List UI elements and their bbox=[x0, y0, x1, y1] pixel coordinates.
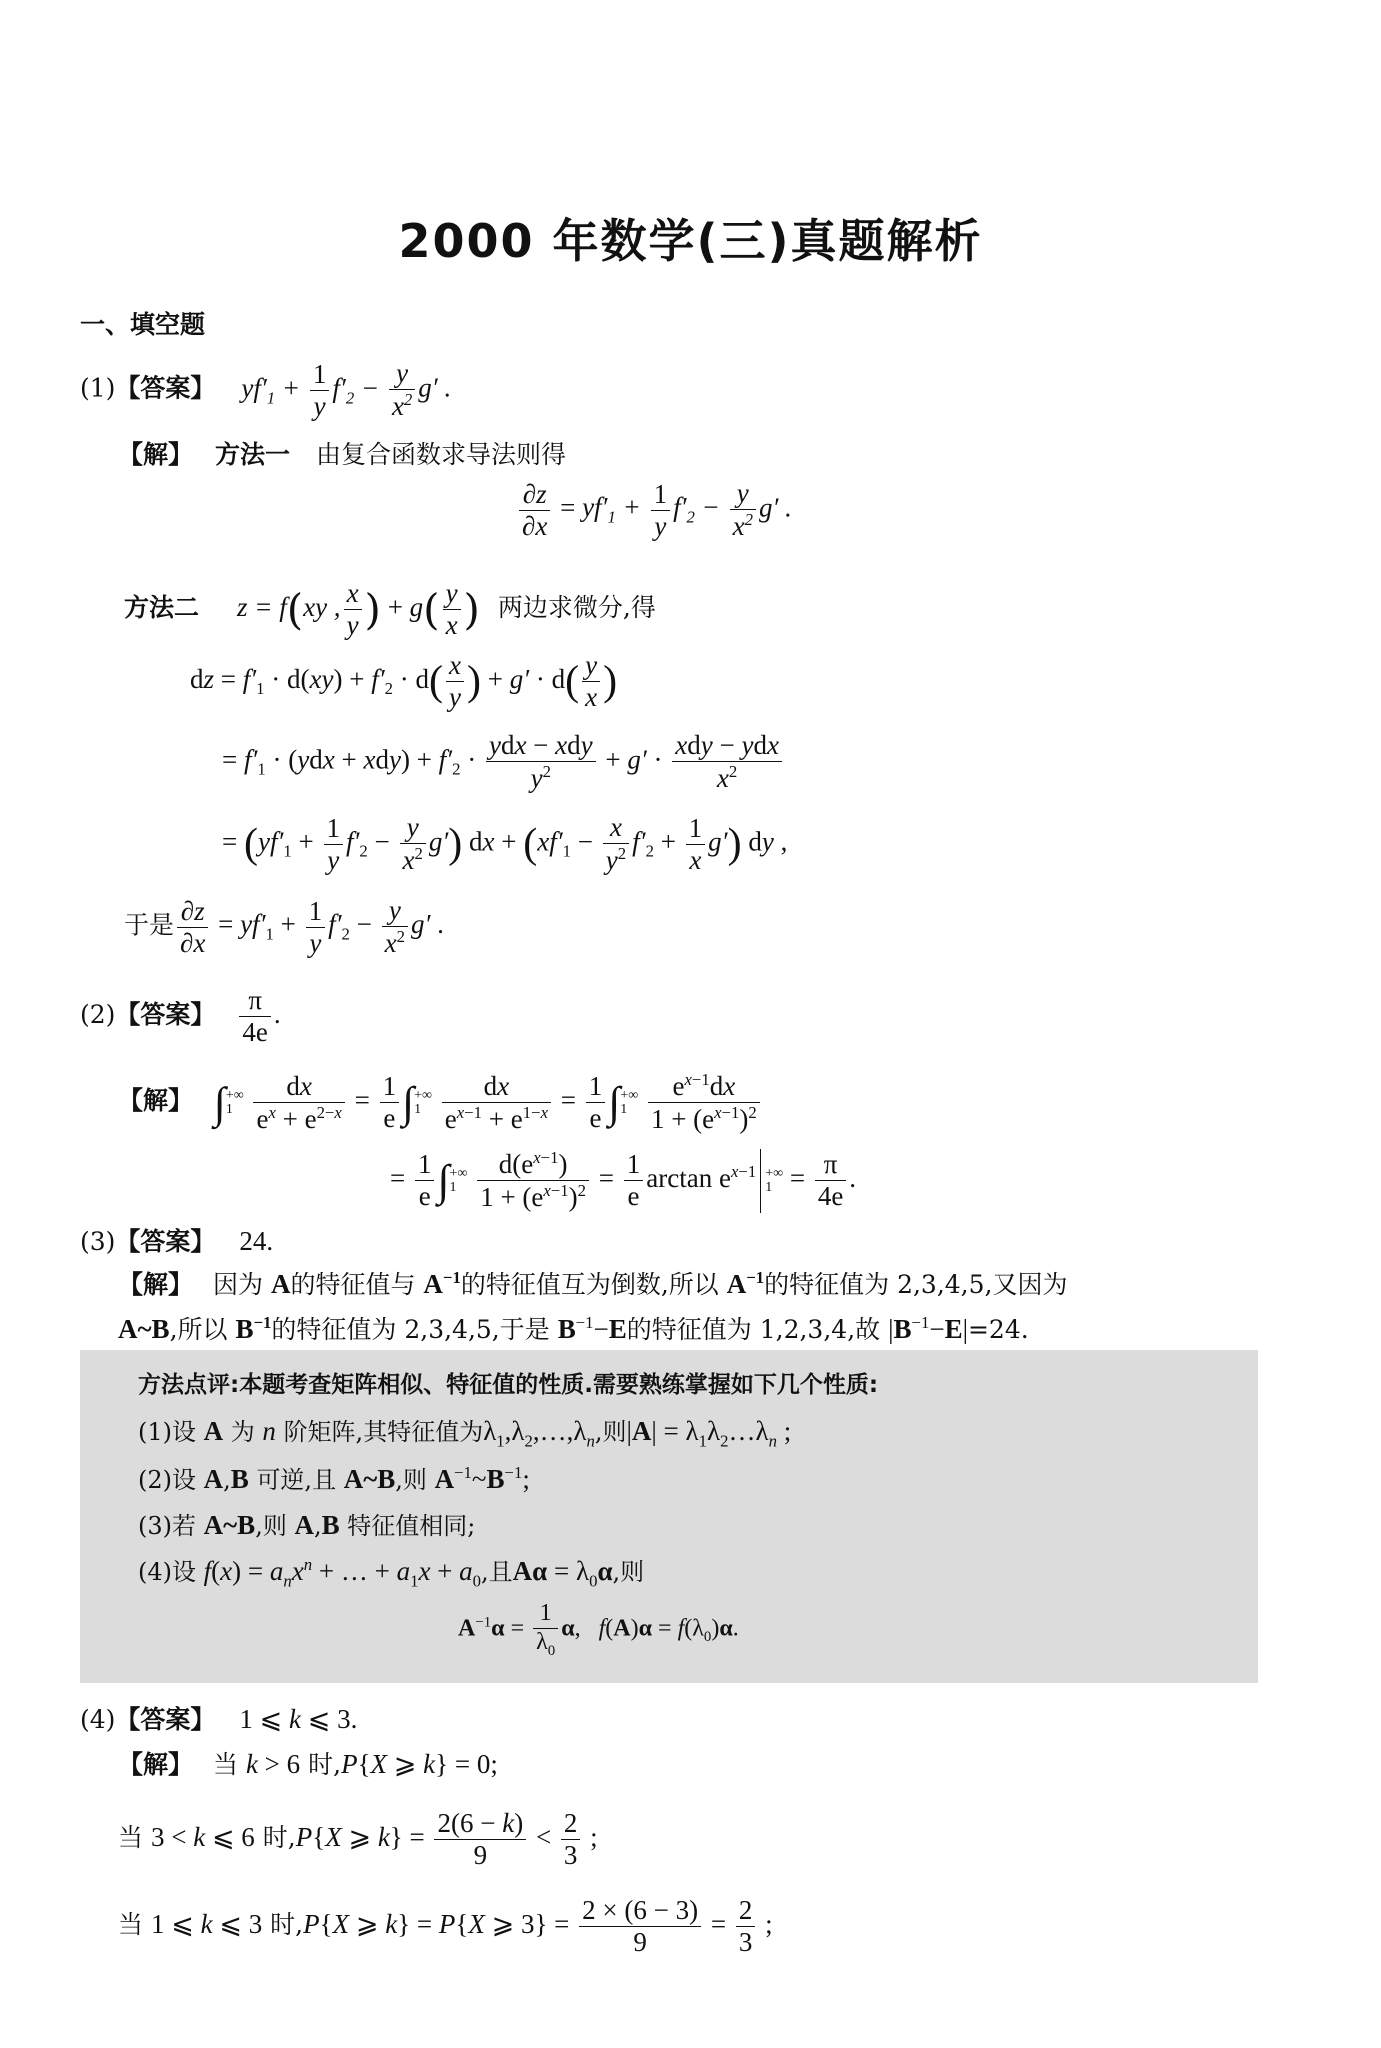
q3-answer: 24. bbox=[239, 1226, 274, 1256]
frac: $\frac{y}{x^2}$ bbox=[389, 358, 415, 422]
q4-answer-line: (4)【答案】 1 ⩽ k ⩽ 3. bbox=[80, 1704, 358, 1734]
q1-answer-line: (1)【答案】 $yf'_1$ + $\frac{1}{y}$ $f'_2$ − $\frac{y}{x^2}$ g′ . bbox=[80, 358, 452, 422]
note-text: 阶矩阵,其特征值为 bbox=[283, 1418, 484, 1446]
q3-number: (3) bbox=[80, 1227, 116, 1256]
page-title: 2000 年数学(三)真题解析 bbox=[398, 214, 983, 268]
q3-answer-tag: 【答案】 bbox=[115, 1227, 216, 1256]
note-text: ,则 bbox=[255, 1512, 287, 1540]
q2-solution-line1: 【解】 ∫ +∞ 1 $\frac{dx}{e^x + e^{2-x}}$ = $\frac{1}{e}$ ∫ +∞ 1 $\frac{dx}{e^{x-1} + e^{1-x}}$ = $\frac{1}{e}$ ∫ +∞ 1 $\frac{e^{x-1}dx}{1 + (e^{x-1})^2}$ bbox=[118, 1070, 763, 1135]
q3-solution-line2: A~B,所以 $B^{-1}$的特征值为 2,3,4,5,于是 $B^{-1}-E$的特征值为 1,2,3,4,故 $|B^{-1}-E|=24$. bbox=[118, 1313, 1029, 1344]
q3-text: 的特征值与 bbox=[290, 1270, 416, 1299]
q2-answer-tag: 【答案】 bbox=[115, 1000, 216, 1030]
note-text: (4)设 bbox=[138, 1558, 196, 1586]
note-text: ,且 bbox=[481, 1558, 513, 1586]
section-heading: 一、填空题 bbox=[80, 310, 206, 339]
q1-method2-text: 两边求微分,得 bbox=[497, 593, 656, 623]
q4-text: 当 bbox=[118, 1909, 144, 1939]
note-text: (3)若 bbox=[138, 1512, 196, 1540]
note-text: 为 bbox=[230, 1418, 255, 1446]
note-property-2: (2)设 A,B 可逆,且 A~B,则 $A^{-1}\sim B^{-1}$; bbox=[138, 1463, 530, 1494]
q4-text: 当 bbox=[212, 1750, 238, 1779]
q1-method1-label: 方法一 bbox=[214, 440, 290, 469]
q4-number: (4) bbox=[80, 1705, 116, 1734]
q3-text: 因为 bbox=[212, 1270, 263, 1299]
q1-differential-line3: = ($yf'_1$ + $\frac{1}{y}$ $f'_2$ − $\frac{y}{x^2}$ g′) dx + ($xf'_1$ − $\frac{x}{y^2}$ $f'_2$ + $\frac{1}{x}$ g′) dy , bbox=[222, 812, 788, 876]
q2-solution-line2: = $\frac{1}{e}$ ∫ +∞ 1 $\frac{d(e^{x-1})}{1 + (e^{x-1})^2}$ = $\frac{1}{e}$ $\arctan e^{x-1}$ +∞ 1 = $\frac{\pi}{4e}$ . bbox=[390, 1148, 857, 1213]
note-text: 特征值相同; bbox=[347, 1512, 476, 1540]
note-text: 可逆,且 bbox=[256, 1466, 337, 1494]
q4-text: 时, bbox=[308, 1750, 342, 1779]
q4-case2: 当 3 < k ⩽ 6 时,P{X ⩾ k} = $\frac{2(6 - k)}{9}$ < $\frac{2}{3}$ ; bbox=[118, 1808, 598, 1871]
q1-method1-text: 由复合函数求导法则得 bbox=[315, 440, 566, 469]
note-text: (2)设 bbox=[138, 1466, 196, 1494]
q3-text: 的特征值互为倒数,所以 bbox=[460, 1270, 719, 1299]
q1-method1-formula: $\frac{\partial z}{\partial x}$ = $yf'_1$ + $\frac{1}{y}$ $f'_2$ − $\frac{y}{x^2}$ g′ . bbox=[516, 478, 792, 542]
q2-number: (2) bbox=[80, 1000, 116, 1030]
q3-text: 的特征值为 1,2,3,4,故 bbox=[626, 1315, 881, 1344]
q4-text: 当 bbox=[118, 1822, 144, 1852]
q3-answer-line bbox=[80, 1222, 273, 1258]
q1-method2-label: 方法二 bbox=[124, 593, 200, 623]
q4-answer-tag: 【答案】 bbox=[115, 1705, 216, 1734]
q1-solution-tag: 【解】 bbox=[118, 440, 194, 469]
q4-case1: 【解】 当 k > 6 时,P{X ⩾ k} = 0; bbox=[118, 1749, 498, 1779]
q3-text: 的特征值为 2,3,4,5,于是 bbox=[271, 1315, 550, 1344]
q1-conclude-word: 于是 bbox=[124, 910, 175, 940]
q4-text: 时, bbox=[270, 1909, 304, 1939]
q2-solution-tag: 【解】 bbox=[118, 1085, 194, 1115]
q1-differential-line2: = $f'_1 \cdot (ydx + xdy) + f'_2$ · $\frac{\text{ydx − xdy}}{y^2}$ + g′ · $\frac{\text{xdy − ydx}}{x^2}$ bbox=[222, 730, 785, 794]
q4-case3: 当 1 ⩽ k ⩽ 3 时,P{X ⩾ k} = P{X ⩾ 3} = $\frac{2 \times (6 - 3)}{9}$ = $\frac{2}{3}$ ; bbox=[118, 1895, 773, 1958]
q1-number: (1) bbox=[80, 373, 116, 403]
q1-conclusion: 于是 $\frac{\partial z}{\partial x}$ = $yf'_1$ + $\frac{1}{y}$ $f'_2$ − $\frac{y}{x^2}$ g′ . bbox=[124, 895, 444, 959]
q1-differential-line1: dz = $f'_1 \cdot d(xy) + f'_2 \cdot d$( $\frac{x}{y}$ ) + g′ · d( $\frac{y}{x}$ ) bbox=[190, 650, 618, 713]
method-note-box bbox=[80, 1350, 1258, 1683]
q1-method2: 方法二 z = f(xy , $\frac{x}{y}$ ) + g( $\frac{y}{x}$ ) 两边求微分,得 bbox=[124, 578, 656, 641]
q3-text: ,所以 bbox=[169, 1315, 228, 1344]
frac: $\frac{1}{y}$ bbox=[310, 359, 330, 422]
note-text: ,则 bbox=[594, 1418, 627, 1446]
q2-answer-line: (2)【答案】 $\frac{\pi}{4e}$ . bbox=[80, 985, 281, 1048]
q3-text: =24. bbox=[967, 1315, 1029, 1344]
note-text: (1)设 bbox=[138, 1418, 196, 1446]
note-text: ,则 bbox=[612, 1558, 645, 1586]
q4-solution-tag: 【解】 bbox=[118, 1750, 194, 1779]
q3-solution-tag: 【解】 bbox=[118, 1270, 194, 1299]
note-text: ,则 bbox=[395, 1466, 427, 1494]
q3-text: 的特征值为 2,3,4,5,又因为 bbox=[764, 1270, 1068, 1299]
note-heading: 方法点评:本题考查矩阵相似、特征值的性质.需要熟练掌握如下几个性质: bbox=[138, 1372, 879, 1398]
note-property-1: (1)设 A 为 n 阶矩阵,其特征值为$\lambda_1,\lambda_2,\dots,\lambda_n$,则$|A| = \lambda_1\lambda_2\dots\lambda_n$ ; bbox=[138, 1416, 792, 1451]
q3-solution-line1: 【解】 因为 A的特征值与 $A^{-1}$的特征值互为倒数,所以 $A^{-1}$的特征值为 2,3,4,5,又因为 bbox=[118, 1268, 1068, 1299]
q1-method1 bbox=[118, 435, 566, 471]
note-property-3: (3)若 A~B,则 A,B 特征值相同; bbox=[138, 1510, 476, 1540]
note-formula: $A^{-1}\alpha$ = $\frac{1}{\lambda_0}$ α, $f(A)\alpha = f(\lambda_0)\alpha$. bbox=[458, 1600, 739, 1659]
note-property-4: (4)设 $f(x) = a_nx^n$ + … + $a_1x + a_0$,且$A\alpha = \lambda_0\alpha$,则 bbox=[138, 1555, 645, 1591]
q1-answer-tag: 【答案】 bbox=[115, 373, 216, 403]
q4-text: 时, bbox=[262, 1822, 296, 1852]
